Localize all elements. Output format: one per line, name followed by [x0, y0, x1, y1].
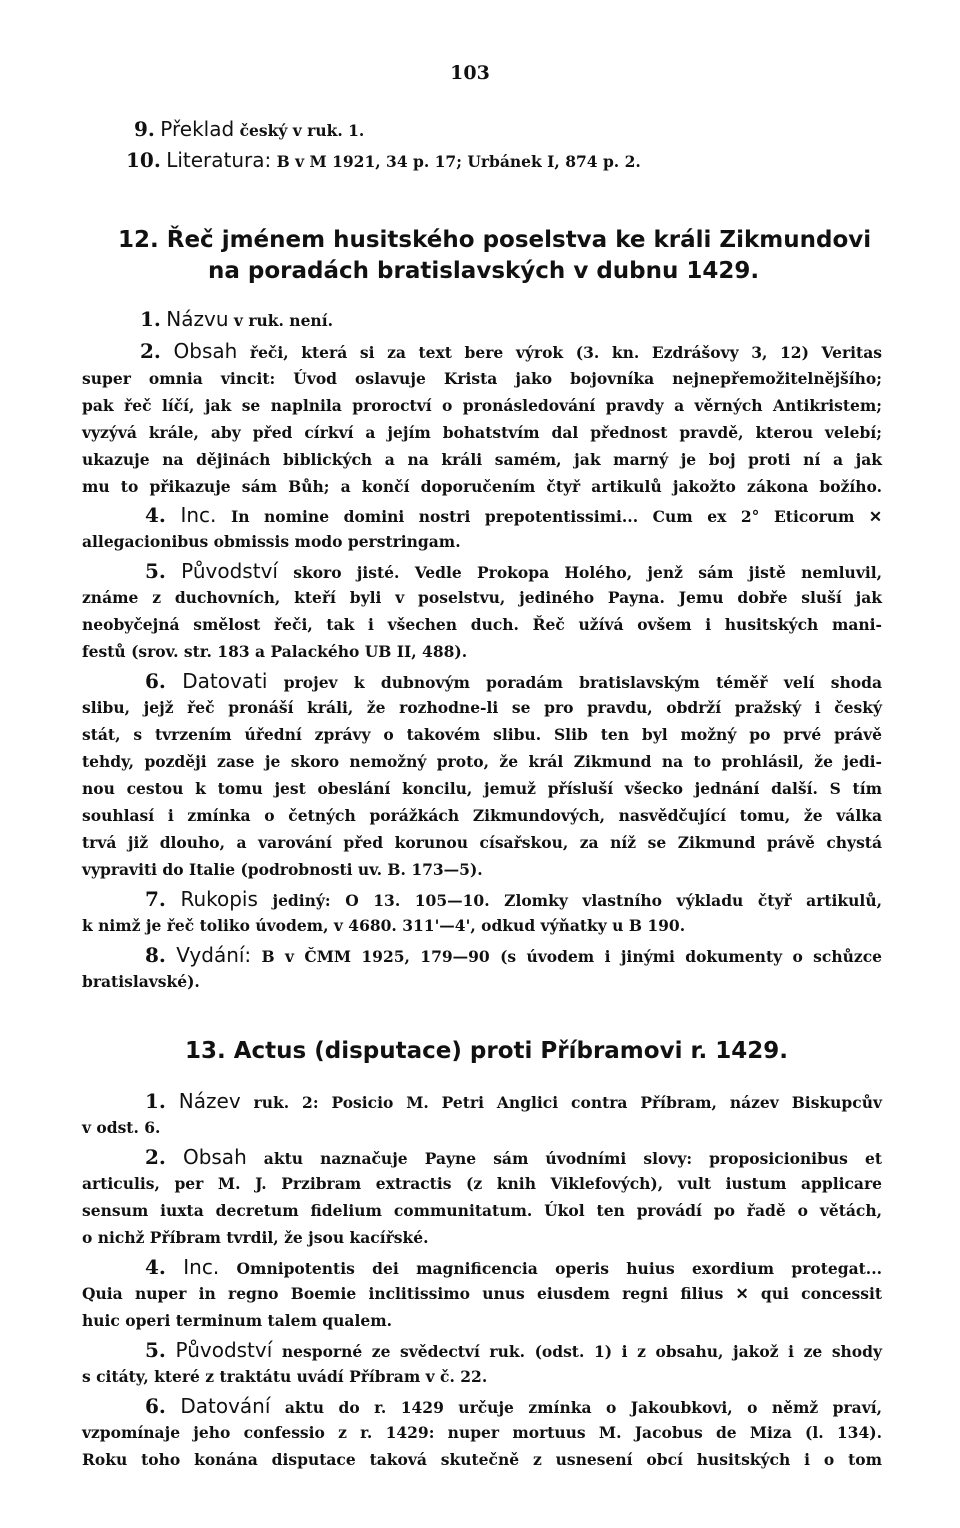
- s12-p5-first: 5. Původství skoro jisté. Vedle Prokopa Holého, jenž sám jistě nemluvil,: [145, 559, 882, 583]
- s12-p2-first: 2. Obsah řeči, která si za text bere výrok (3. kn. Ezdrášovy 3, 12) Veritas: [140, 339, 882, 363]
- section-13-title: 13. Actus (disputace) proti Příbramovi r. 1429.: [185, 1038, 789, 1064]
- s13-p2-line: articulis, per M. J. Przibram extractis (z knih Viklefových), vult iustum applicare: [82, 1174, 882, 1193]
- s12-p4-line: allegacionibus obmissis modo perstringam.: [82, 532, 461, 551]
- s13-p2-line: sensum iuxta decretum fidelium communitatum. Úkol ten provádí po řadě o větách,: [82, 1201, 882, 1220]
- s12-p6-line: nou cestou k tomu jest obeslání koncilu, jemuž přísluší všecko jednání další. S tím: [82, 779, 882, 798]
- s13-p4-line: Quia nuper in regno Boemie inclitissimo unus eiusdem regni filius ✕ qui concessit: [82, 1284, 882, 1303]
- s12-p1: 1. Názvu v ruk. není.: [140, 307, 333, 331]
- s12-p6-line: vypraviti do Italie (podrobnosti uv. B. 173—5).: [82, 860, 483, 879]
- page-number: 103: [450, 62, 490, 84]
- s12-p4-first: 4. Inc. In nomine domini nostri prepotentissimi... Cum ex 2° Eticorum ✕: [145, 503, 882, 527]
- s12-p5-line: festů (srov. str. 183 a Palackého UB II, 488).: [82, 642, 468, 661]
- section-12-title-line1: 12. Řeč jménem husitského poselstva ke králi Zikmundovi: [118, 227, 872, 253]
- s13-p2-first: 2. Obsah aktu naznačuje Payne sám úvodními slovy: proposicionibus et: [145, 1145, 882, 1169]
- s12-p6-first: 6. Datovati projev k dubnovým poradám bratislavským téměř velí shoda: [145, 669, 882, 693]
- s13-p5-line: s citáty, které z traktátu uvádí Příbram v č. 22.: [82, 1367, 488, 1386]
- s12-p6-line: souhlasí i zmínka o četných porážkách Zikmundových, nasvědčující tomu, že válka: [82, 806, 882, 825]
- s13-p4-line: huic operi terminum talem qualem.: [82, 1311, 393, 1330]
- s13-p5-first: 5. Původství nesporné ze svědectví ruk. (odst. 1) i z obsahu, jakož i ze shody: [145, 1338, 882, 1362]
- s12-p5-line: známe z duchovních, kteří byli v poselstvu, jediného Payna. Jemu dobře sluší jak: [82, 588, 882, 607]
- s12-p8-line: bratislavské).: [82, 972, 200, 991]
- s13-p1-line: v odst. 6.: [82, 1118, 161, 1137]
- s13-p6-line: Roku toho konána disputace taková skutečně z usnesení obcí husitských i o tom: [82, 1450, 882, 1469]
- item-10: 10. Literatura: B v M 1921, 34 p. 17; Urbánek I, 874 p. 2.: [126, 148, 641, 172]
- s12-p2-line: ukazuje na dějinách biblických a na králi samém, jak marný je boj proti ní a jak: [82, 450, 882, 469]
- item-9: 9. Překlad český v ruk. 1.: [134, 117, 365, 141]
- s12-p7-line: k nimž je řeč toliko úvodem, v 4680. 311'—4', odkud výňatky u B 190.: [82, 916, 686, 935]
- s13-p6-first: 6. Datování aktu do r. 1429 určuje zmínka o Jakoubkovi, o němž praví,: [145, 1394, 882, 1418]
- s12-p5-line: neobyčejná smělost řeči, tak i všechen duch. Řeč užívá ovšem i husitských mani-: [82, 615, 882, 634]
- s12-p7-first: 7. Rukopis jediný: O 13. 105—10. Zlomky vlastního výkladu čtyř artikulů,: [145, 887, 882, 911]
- s12-p2-line: pak řeč líčí, jak se naplnila proroctví o pronásledování pravdy a věrných Antikristem;: [82, 396, 882, 415]
- s12-p6-line: slibu, jejž řeč pronáší králi, že rozhodne-li se pro pravdu, obdrží pražský i český: [82, 698, 882, 717]
- s12-p2-line: super omnia vincit: Úvod oslavuje Krista jako bojovníka nejnepřemožitelnějšího;: [82, 369, 882, 388]
- section-12-title-line2: na poradách bratislavských v dubnu 1429.: [208, 258, 760, 284]
- s13-p2-line: o nichž Příbram tvrdil, že jsou kacířské.: [82, 1228, 429, 1247]
- s12-p8-first: 8. Vydání: B v ČMM 1925, 179—90 (s úvodem i jinými dokumenty o schůzce: [145, 943, 882, 967]
- s13-p6-line: vzpomínaje jeho confessio z r. 1429: nuper mortuus M. Jacobus de Miza (l. 134).: [82, 1423, 882, 1442]
- s12-p6-line: trvá již dlouho, a varování před korunou císařskou, za níž se Zikmund právě chystá: [82, 833, 882, 852]
- s12-p6-line: tehdy, později zase je skoro nemožný proto, že král Zikmund na to prohlásil, že jedi-: [82, 752, 882, 771]
- s13-p1-first: 1. Název ruk. 2: Posicio M. Petri Anglici contra Příbram, název Biskupcův: [145, 1089, 882, 1113]
- s12-p2-line: mu to přikazuje sám Bůh; a končí doporučením čtyř artikulů jakožto zákona božího.: [82, 477, 882, 496]
- s12-p2-line: vyzývá krále, aby před církví a jejím bohatstvím dal přednost pravdě, kterou velebí;: [82, 423, 882, 442]
- s13-p4-first: 4. Inc. Omnipotentis dei magnificencia operis huius exordium protegat...: [145, 1255, 882, 1279]
- s12-p6-line: stát, s tvrzením úřední zprávy o takovém slibu. Slib ten byl možný po prvé právě: [82, 725, 882, 744]
